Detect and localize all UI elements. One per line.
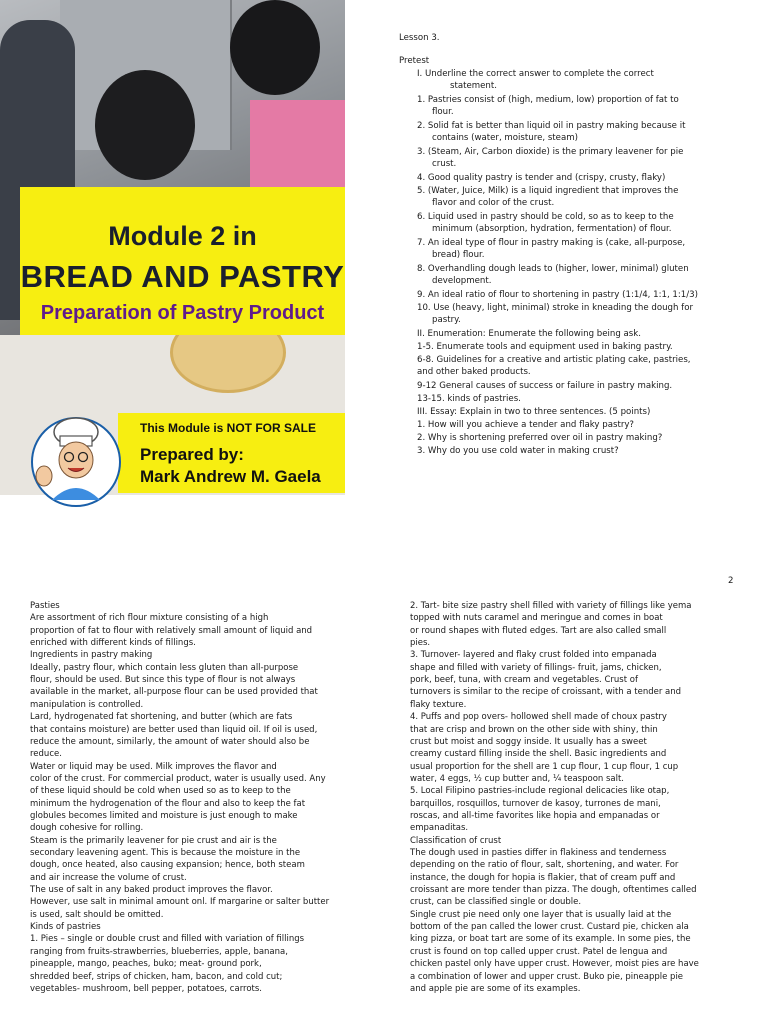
pretest-line: 1. How will you achieve a tender and flaky pastry?: [417, 420, 634, 430]
left_lines-line: Kinds of pastries: [30, 922, 101, 933]
left_lines-line: 1. Pies – single or double crust and filled with variation of fillings: [30, 934, 305, 945]
left_lines-line: reduce.: [30, 749, 62, 760]
right_lines-line: or round shapes with fluted edges. Tart are also called small: [410, 625, 667, 636]
pretest-line: II. Enumeration: Enumerate the following being ask.: [417, 329, 641, 339]
left_lines-line: dough cohesive for rolling.: [30, 823, 144, 834]
left_lines-line: proportion of fat to flour with relatively small amount of liquid and: [30, 625, 313, 636]
pretest-line: III. Essay: Explain in two to three sentences. (5 points): [417, 407, 651, 417]
pretest-line: minimum (absorption, hydration, fermentation) of flour.: [432, 224, 672, 234]
right_lines-line: and apple pie are some of its examples.: [410, 983, 581, 994]
right_lines-line: pork, beef, tuna, with cream and vegetables. Crust of: [410, 675, 638, 686]
right_lines-line: usual proportion for the shell are 1 cup flour, 1 cup flour, 1 cup: [410, 761, 679, 772]
left_lines-line: Steam is the primarily leavener for pie crust and air is the: [30, 835, 277, 846]
right_lines-line: crust, can be classified single or double.: [410, 897, 582, 908]
chef-cartoon-icon: [30, 410, 122, 510]
cover-title-banner: [20, 187, 345, 335]
right_lines-line: 4. Puffs and pop overs- hollowed shell made of choux pastry: [410, 712, 667, 723]
pretest-line: 9. An ideal ratio of flour to shortening in pastry (1:1/4, 1:1, 1:1/3): [417, 290, 698, 300]
right_lines-line: Single crust pie need only one layer that is usually laid at the: [410, 909, 672, 920]
pretest-line: 8. Overhandling dough leads to (higher, lower, minimal) gluten: [417, 264, 689, 274]
left_lines-line: reduce the amount, similarly, the amount of water should also be: [30, 736, 310, 747]
cover-title-line1: Module 2 in: [108, 221, 257, 251]
right_lines-line: depending on the ratio of flour, salt, shortening, and water. For: [410, 860, 679, 871]
right_lines-line: crust but moist and soggy inside. It usually has a sweet: [410, 736, 647, 747]
cover-photo-student-right: [230, 0, 320, 95]
left_lines-line: ranging from fruits-strawberries, blueberries, apple, banana,: [30, 946, 288, 957]
pretest-line: 6-8. Guidelines for a creative and artistic plating cake, pastries,: [417, 355, 691, 365]
left_lines-line: manipulation is controlled.: [30, 699, 144, 710]
left_lines-line: Are assortment of rich flour mixture consisting of a high: [30, 613, 269, 624]
pretest-line: flour.: [432, 107, 454, 117]
right_lines-line: empanaditas.: [410, 823, 469, 834]
right_lines-line: shape and filled with variety of fillings- fruit, jams, chicken,: [410, 662, 662, 673]
pretest-line: contains (water, moisture, steam): [432, 133, 578, 143]
left_lines-line: Ideally, pastry flour, which contain less gluten than all-purpose: [30, 662, 299, 673]
pretest-line: 3. Why do you use cold water in making crust?: [417, 446, 619, 456]
right_lines-line: flaky texture.: [410, 699, 467, 710]
left_lines-line: Lard, hydrogenated fat shortening, and butter (which are fats: [30, 712, 293, 723]
left_lines-line: that contains moisture) are better used than liquid oil. If oil is used,: [30, 724, 318, 735]
pretest-line: I. Underline the correct answer to complete the correct: [417, 69, 654, 79]
right_lines-line: king pizza, or boat tart are some of its example. In some pies, the: [410, 934, 691, 945]
pretest-line: and other baked products.: [417, 367, 531, 377]
right_lines-line: Classification of crust: [410, 835, 502, 846]
left_lines-line: shredded beef, strips of chicken, ham, bacon, and cold cut;: [30, 971, 283, 982]
pretest-line: development.: [432, 276, 492, 286]
right_lines-line: The dough used in pasties differ in flakiness and tenderness: [410, 848, 667, 858]
pretest-line: 9-12 General causes of success or failure in pastry making.: [417, 381, 673, 391]
pretest-line: 5. (Water, Juice, Milk) is a liquid ingredient that improves the: [417, 186, 679, 196]
pretest-line: 6. Liquid used in pastry should be cold, so as to keep to the: [417, 212, 674, 222]
right_lines-line: pies.: [410, 638, 431, 649]
left_lines-line: of these liquid should be cold when used so as to keep to the: [30, 786, 291, 797]
pretest-line: 10. Use (heavy, light, minimal) stroke in kneading the dough for: [417, 303, 693, 313]
left_lines-line: secondary leavening agent. This is because the moisture in the: [30, 848, 301, 858]
right_lines-line: a combination of lower and upper crust. Buko pie, pineapple pie: [410, 971, 684, 982]
pretest-line: 3. (Steam, Air, Carbon dioxide) is the primary leavener for pie: [417, 147, 684, 157]
right_lines-line: creamy custard filling inside the shell. Basic ingredients and: [410, 749, 667, 760]
right_lines-line: 3. Turnover- layered and flaky crust folded into empanada: [410, 650, 657, 661]
left_lines-line: color of the crust. For commercial product, water is usually used. Any: [30, 773, 326, 784]
pretest-heading: Pretest: [399, 56, 430, 66]
left_lines-line: is used, salt should be omitted.: [30, 909, 164, 920]
left_lines-line: Ingredients in pastry making: [30, 650, 153, 661]
pretest-line: flavor and color of the crust.: [432, 198, 555, 208]
right_lines-line: barquillos, rosquillos, turnover de kasoy, turrones de mani,: [410, 798, 661, 809]
right_lines-line: instance, the dough for hopia is flakier, that of cream puff and: [410, 872, 676, 883]
left_lines-line: minimum the hydrogenation of the flour and also to keep the fat: [30, 798, 306, 809]
pretest-line: 2. Why is shortening preferred over oil in pastry making?: [417, 433, 663, 443]
left_lines-line: pineapple, mango, peaches, buko; meat- ground pork,: [30, 959, 262, 970]
author-name: Mark Andrew M. Gaela: [140, 467, 321, 486]
left_lines-line: vegetables- mushroom, bell pepper, potatoes, carrots.: [30, 983, 263, 994]
cover-photo-student-head: [95, 70, 195, 180]
left_lines-line: flour, should be used. But since this type of flour is not always: [30, 675, 296, 686]
pretest-line: pastry.: [432, 315, 461, 325]
right_lines-line: that are crisp and brown on the other side with shiny, thin: [410, 724, 658, 735]
pretest-line: 7. An ideal type of flour in pastry making is (cake, all-purpose,: [417, 238, 686, 248]
left_lines-line: and air increase the volume of crust.: [30, 872, 187, 883]
cover-author-banner: [118, 413, 345, 493]
right_lines-line: crust is found on top called upper crust. Patel de lengua and: [410, 946, 668, 957]
pretest-line: 2. Solid fat is better than liquid oil in pastry making because it: [417, 121, 686, 131]
not-for-sale-label: This Module is NOT FOR SALE: [140, 421, 317, 435]
right_lines-line: 5. Local Filipino pastries-include regional delicacies like otap,: [410, 786, 670, 797]
left_lines-line: globules becomes limited and moisture is just enough to make: [30, 810, 298, 821]
cover-subtitle: Preparation of Pastry Product: [40, 302, 325, 324]
prepared-by-label: Prepared by:: [140, 445, 244, 464]
left_lines-line: Water or liquid may be used. Milk improves the flavor and: [30, 761, 277, 772]
pretest-line: bread) flour.: [432, 250, 485, 260]
right_lines-line: bottom of the pan called the lower crust. Custard pie, chicken ala: [410, 922, 689, 933]
right_lines-line: water, 4 eggs, ½ cup butter and, ¼ teaspoon salt.: [410, 773, 625, 784]
pretest-line: 1-5. Enumerate tools and equipment used in baking pastry.: [417, 342, 673, 352]
pretest-line: 1. Pastries consist of (high, medium, low) proportion of fat to: [417, 95, 679, 105]
left_lines-line: available in the market, all-purpose flour can be used provided that: [30, 687, 318, 698]
page-number: 2: [728, 576, 734, 586]
lesson-label: Lesson 3.: [399, 33, 440, 43]
right_lines-line: 2. Tart- bite size pastry shell filled with variety of fillings like yema: [410, 601, 692, 611]
right_lines-line: topped with nuts caramel and meringue and comes in boat: [410, 613, 663, 624]
left_lines-line: dough, once heated, also causing expansion; hence, both steam: [30, 860, 305, 871]
left_lines-line: enriched with different kinds of fillings.: [30, 638, 196, 649]
left_lines-line: The use of salt in any baked product improves the flavor.: [30, 885, 273, 896]
pretest-line: 13-15. kinds of pastries.: [417, 394, 521, 404]
cover-title-line2: BREAD AND PASTRY: [20, 259, 345, 294]
pretest-line: 4. Good quality pastry is tender and (crispy, crusty, flaky): [417, 173, 666, 183]
right_lines-line: croissant are more tender than pizza. The dough, oftentimes called: [410, 885, 697, 896]
pretest-line: crust.: [432, 159, 457, 169]
left_lines-line: However, use salt in minimal amount onl. If margarine or salter butter: [30, 897, 330, 908]
pretest-line: statement.: [450, 81, 497, 91]
right_lines-line: turnovers is similar to the recipe of croissant, with a tender and: [410, 687, 682, 698]
left_lines-line: Pasties: [30, 601, 60, 611]
right_lines-line: roscas, and all-time favorites like hopia and empanadas or: [410, 810, 660, 821]
right_lines-line: chicken pastel only have upper crust. However, moist pies are have: [410, 959, 699, 970]
cover-photo-apron: [250, 100, 345, 190]
